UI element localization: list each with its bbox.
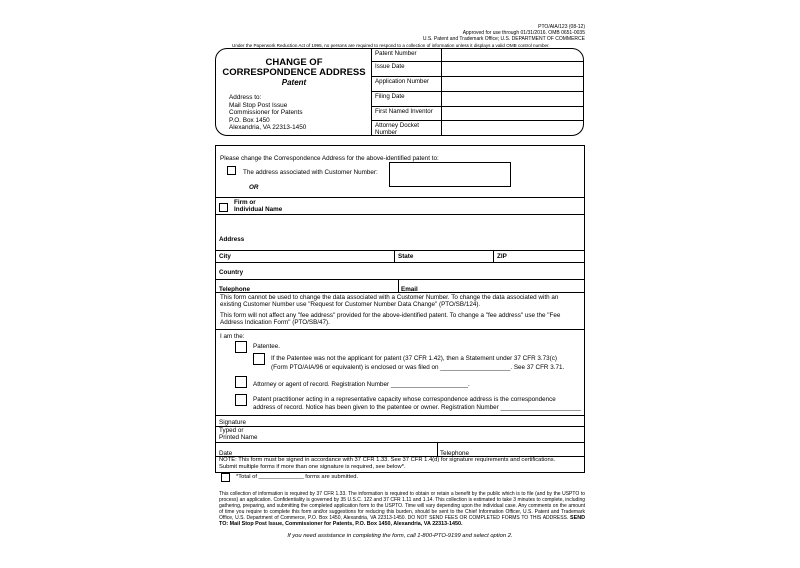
omb-approval: Approved for use through 01/31/2016. OMB 0651-0035 [462, 30, 585, 36]
issue-date-field[interactable] [441, 62, 584, 76]
issue-date-row [372, 62, 584, 77]
patentee-label: Patentee. [253, 343, 280, 350]
correspondence-form [215, 145, 585, 473]
divider [216, 197, 584, 198]
practitioner-text-line2: address of record. Notice has been given to the patentee or owner. Registration Number _______________________ [253, 404, 582, 411]
patent-number-row [372, 49, 584, 62]
divider [437, 442, 438, 456]
attorney-checkbox[interactable] [235, 376, 247, 388]
agency-line: U.S. Patent and Trademark Office; U.S. DEPARTMENT OF COMMERCE [422, 36, 585, 42]
email-label: Email [401, 286, 418, 293]
form-title [216, 58, 372, 78]
divider [216, 329, 584, 330]
address-line: Commissioner for Patents [229, 109, 303, 117]
divider [216, 415, 584, 416]
statement-text-line1: If the Patentee was not the applicant for patent (37 CFR 1.42), then a Statement under 37 CFR 3.73(c) [271, 355, 557, 362]
title-block [215, 48, 584, 136]
total-forms-label: *Total of ______________ forms are submitted. [236, 474, 359, 480]
first-inventor-row [372, 107, 584, 121]
address-line: Address to: [229, 94, 262, 101]
customer-number-label: The address associated with Customer Number: [243, 169, 378, 176]
divider [216, 442, 584, 443]
practitioner-checkbox[interactable] [235, 394, 247, 406]
mailing-address [229, 94, 306, 132]
signing-note-line1: NOTE: This form must be signed in accordance with 37 CFR 1.33. See 37 CFR 1.4(d) for signature requirements and certifications. [219, 457, 556, 463]
divider [216, 250, 584, 251]
firm-name-checkbox[interactable] [219, 203, 228, 212]
filing-date-field[interactable] [441, 92, 584, 106]
state-label: State [398, 253, 414, 260]
burden-statement [219, 491, 585, 527]
address-line: P.O. Box 1450 [229, 116, 270, 124]
send-to-text: SEND TO: Mail Stop Post Issue, Commissioner for Patents, P.O. Box 1450, Alexandria, VA 22313-1450. [219, 515, 585, 527]
patentee-checkbox[interactable] [235, 341, 247, 353]
note-customer-number-line2: existing Customer Number use "Request for Customer Number Data Change" (PTO/SB/124). [220, 301, 481, 308]
title-panel [216, 49, 372, 135]
patent-number-field[interactable] [441, 49, 584, 61]
note-fee-address-line2: Address Indication Form" (PTO/SB/47). [220, 319, 330, 326]
first-inventor-field[interactable] [441, 107, 584, 120]
signing-note-line2: Submit multiple forms if more than one signature is required, see below*. [219, 464, 406, 470]
address-line: Mail Stop Post Issue [229, 101, 288, 109]
typed-name-label-line2: Printed Name [219, 434, 258, 441]
filing-date-row [372, 92, 584, 107]
date-label: Date [219, 450, 233, 457]
form-subtitle: Patent [281, 78, 307, 87]
address-label: Address [219, 236, 245, 243]
divider [493, 250, 494, 262]
form-title-line1: CHANGE OF [265, 57, 323, 68]
burden-text: This collection of information is required by 37 CFR 1.33. The information is required to obtain or retain a benefit by the public which is to file (and by the USPTO to process) an application. Confidentiality is governed by 35 U.S.C. 122 and 37 CFR 1.11 and 1.14. This collection is estimated to take 3 minutes to complete, including gathering, preparing, and submitting the completed application form to the USPTO. Time will vary depending upon the individual case. Any comments on the amount of time you require to complete this form and/or suggestions for reducing this burden, should be sent to the Chief Information Officer, U.S. Patent and Trademark Office, U.S. Department of Commerce, P.O. Box 1450, Alexandria, VA 22313-1450. DO NOT SEND FEES OR COMPLETED FORMS TO THIS ADDRESS. [219, 491, 585, 521]
application-number-row [372, 77, 584, 92]
or-label: OR [249, 184, 259, 191]
form-title-line2: CORRESPONDENCE ADDRESS [222, 67, 366, 78]
signature-label: Signature [219, 419, 246, 426]
telephone-label: Telephone [219, 286, 251, 293]
divider [398, 279, 399, 292]
intro-text: Please change the Correspondence Address for the above-identified patent to: [220, 155, 439, 162]
firm-label-line1: Firm or [234, 199, 256, 206]
form-id: PTO/AIA/123 (08-12) [538, 24, 585, 30]
divider [216, 426, 584, 427]
note-customer-number-line1: This form cannot be used to change the data associated with a Customer Number. To change the data associated with an [220, 294, 559, 301]
field-label: Application Number [375, 78, 429, 85]
address-line: Alexandria, VA 22313-1450 [229, 124, 307, 132]
field-label: Patent Number [375, 50, 417, 57]
country-label: Country [219, 269, 244, 276]
i-am-label: I am the: [220, 333, 245, 340]
assistance-note: If you need assistance in completing the form, call 1-800-PTO-9199 and select option 2. [287, 533, 513, 539]
paperwork-notice: Under the Paperwork Reduction Act of 1995, no persons are required to respond to a collection of information unless it displays a valid OMB control number. [232, 43, 550, 48]
field-label: Issue Date [375, 63, 405, 70]
docket-number-row [372, 121, 584, 136]
field-label: First Named Inventor [375, 108, 433, 115]
divider [216, 279, 584, 280]
statement-text-line2: (Form PTO/AIA/96 or equivalent) is enclosed or was filed on ____________________. See 37 CFR 3.71. [271, 364, 565, 371]
statement-checkbox[interactable] [253, 353, 265, 365]
docket-number-field[interactable] [441, 121, 584, 136]
divider [216, 262, 584, 263]
divider [394, 250, 395, 262]
note-fee-address-line1: This form will not affect any "fee address" provided for the above-identified patent. To change a "fee address" use the "Fee [220, 312, 561, 319]
application-number-field[interactable] [441, 77, 584, 91]
divider [216, 214, 584, 215]
total-forms-checkbox[interactable] [221, 473, 230, 482]
city-label: City [219, 253, 231, 260]
attorney-label: Attorney or agent of record. Registration Number ______________________. [253, 381, 470, 388]
divider [216, 292, 584, 293]
typed-name-label-line1: Typed or [219, 427, 244, 434]
individual-name-label: Individual Name [234, 206, 283, 213]
customer-number-input[interactable] [389, 162, 511, 187]
sig-telephone-label: Telephone [440, 450, 470, 457]
field-label: Attorney Docket Number [375, 122, 420, 136]
customer-number-checkbox[interactable] [227, 166, 236, 175]
field-label: Filing Date [375, 93, 405, 100]
practitioner-text-line1: Patent practitioner acting in a representative capacity whose correspondence address is the correspondence [253, 396, 556, 403]
zip-label: ZIP [497, 253, 507, 260]
